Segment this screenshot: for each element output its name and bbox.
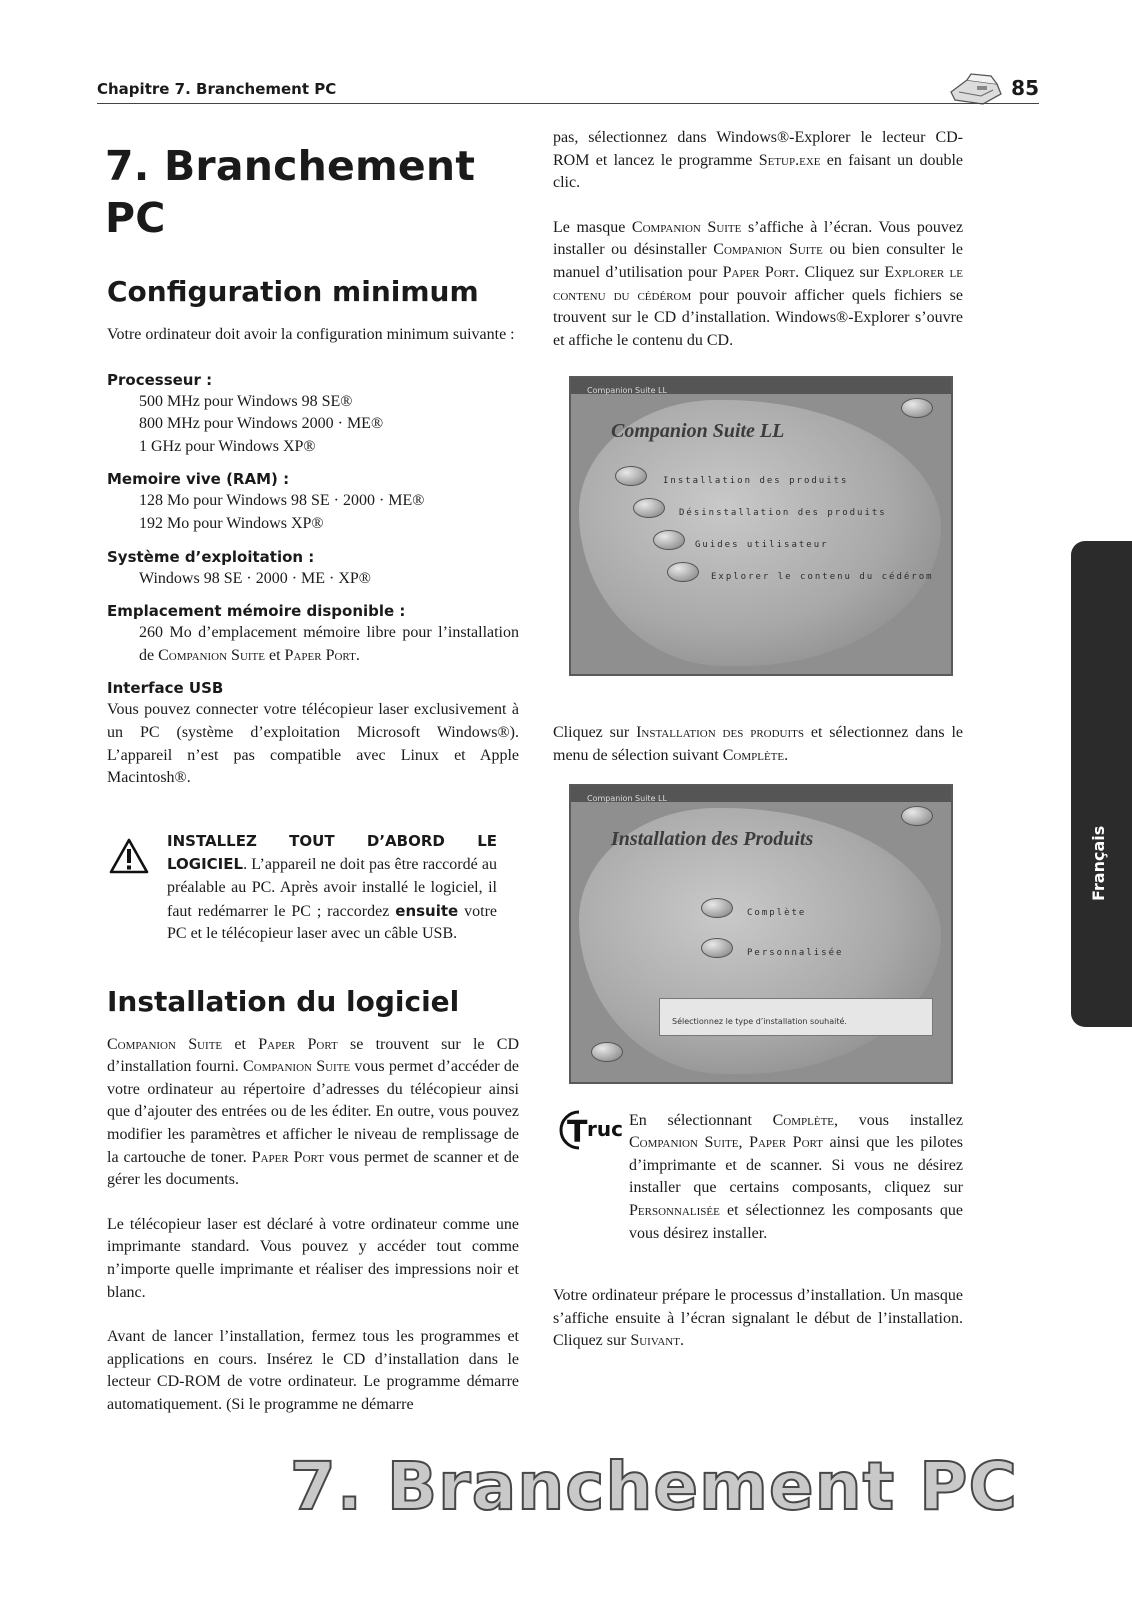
disk-label: Emplacement mémoire disponible : [107,602,406,621]
svg-text:T: T [567,1114,588,1150]
processor-line: 800 MHz pour Windows 2000 · ME® [139,415,384,433]
config-intro: Votre ordinateur doit avoir la configuration minimum suivante : [107,326,515,343]
install-p1: Companion Suite et Paper Port se trouvent sur le CD d’installation fourni. Companion Suite vous permet d’accéder de votre ordinateur au répertoire d’adresses du télécopieur ainsi que d’ajouter des entrées ou de les éditer. En outre, vous pouvez modifier les paramètres et afficher le niveau de remplissage de la cartouche de toner. Paper Port vous permet de scanner et de gérer les documents. [107,1035,520,1189]
uninstall-products-label: Désinstallation des produits [679,508,887,519]
processor-line: 1 GHz pour Windows XP® [139,437,316,455]
os-line: Windows 98 SE · 2000 · ME · XP® [139,569,371,587]
svg-text:ruc: ruc [587,1116,623,1141]
language-tab [1071,541,1132,1027]
warning-note: INSTALLEZ TOUT D’ABORD LE LOGICIEL. L’appareil ne doit pas être raccordé au préalable au PC. Après avoir installé le logiciel, il faut redémarrer le PC ; raccordez ensuite votre PC et le télécopieur laser avec un câble USB. [107,830,519,946]
os-label: Système d’exploitation : [107,547,315,566]
processor-line: 500 MHz pour Windows 98 SE® [139,392,353,410]
screenshot-companion-suite [569,376,953,676]
exit-button[interactable] [901,806,933,826]
complete-label: Complète [747,907,807,918]
page-title: 7. Branchement PC [105,142,476,242]
window-titlebar: Companion Suite LL [571,786,951,802]
right-p2: Le masque Companion Suite s’affiche à l’écran. Vous pouvez installer ou désinstaller Companion Suite ou bien consulter le manuel d’utilisation pour Paper Port. Cliquez sur Explorer le contenu du cédérom pour pouvoir afficher quels fichiers se trouvent sur le CD d’installation. Windows®-Explorer s’ouvre et affiche le contenu du CD. [553,218,964,349]
status-box: Sélectionnez le type d’installation souhaité. [659,998,933,1036]
install-p3: Avant de lancer l’installation, fermez tous les programmes et applications en cours. Insérez le CD d’installation dans le lecteur CD-ROM de votre ordinateur. Le programme démarre automatiquement. (Si le programme ne démarre [107,1328,519,1413]
right-p1: pas, sélectionnez dans Windows®-Explorer le lecteur CD-ROM et lancez le programme Setup.exe en faisant un double clic. [553,129,964,192]
tip-note: T ruc En sélectionnant Complète, vous installez Companion Suite, Paper Port ainsi que les pilotes d’imprimante et de scanner. Si vous ne désirez installer que certains composants, cliquez sur Personnalisée et sélectionnez les composants que vous désirez installer. [553,1110,963,1246]
back-button[interactable] [591,1042,623,1062]
disk-text: 260 Mo d’emplacement mémoire libre pour l’installation de Companion Suite et Paper Port. [139,624,519,664]
complete-button[interactable] [701,898,733,918]
left-column [107,140,519,1417]
right-p3: Cliquez sur Installation des produits et sélectionnez dans le menu de sélection suivant Complète. [553,724,963,764]
processor-label: Processeur : [107,370,213,389]
install-p2: Le télécopieur laser est déclaré à votre ordinateur comme une imprimante standard. Vous pouvez y accéder tout comme n’importe quelle imprimante et réaliser des impressions noir et blanc. [107,1215,519,1301]
footer-chapter-title: 7. Branchement PC [289,1448,1018,1525]
usb-label: Interface USB [107,679,224,698]
ram-line: 192 Mo pour Windows XP® [139,514,324,532]
user-guides-label: Guides utilisateur [695,540,829,551]
screenshot-install-products [569,784,953,1084]
ram-label: Memoire vive (RAM) : [107,470,290,489]
custom-button[interactable] [701,938,733,958]
explore-cd-label: Explorer le contenu du cédérom [711,572,934,583]
window-titlebar: Companion Suite LL [571,378,951,394]
ram-line: 128 Mo pour Windows 98 SE · 2000 · ME® [139,492,425,510]
right-p4: Votre ordinateur prépare le processus d’installation. Un masque s’affiche ensuite à l’écran signalant le début de l’installation. Cliquez sur Suivant. [553,1287,963,1350]
page-number: 85 [1011,76,1039,100]
header-rule [97,103,1039,104]
install-products-label: Installation des produits [663,476,849,487]
tip-truc-icon [557,1108,635,1160]
custom-label: Personnalisée [747,947,844,958]
warning-icon [109,838,149,882]
exit-button[interactable] [901,398,933,418]
fax-icon [947,72,1005,110]
screenshot-title: Installation des Produits [611,827,814,850]
usb-text: Vous pouvez connecter votre télécopieur laser exclusivement à un PC (système d’exploitation Microsoft Windows®). L’appareil n’est pas compatible avec Linux et Apple Macintosh®. [107,701,519,787]
screenshot-title: Companion Suite LL [611,420,785,443]
config-heading: Configuration minimum [107,275,479,308]
chapter-header: Chapitre 7. Branchement PC [97,80,337,98]
language-label: Français [1089,825,1108,901]
right-column [553,127,963,1353]
warning-bold: INSTALLEZ TOUT D’ABORD LE LOGICIEL [167,831,497,874]
install-heading: Installation du logiciel [107,984,460,1018]
